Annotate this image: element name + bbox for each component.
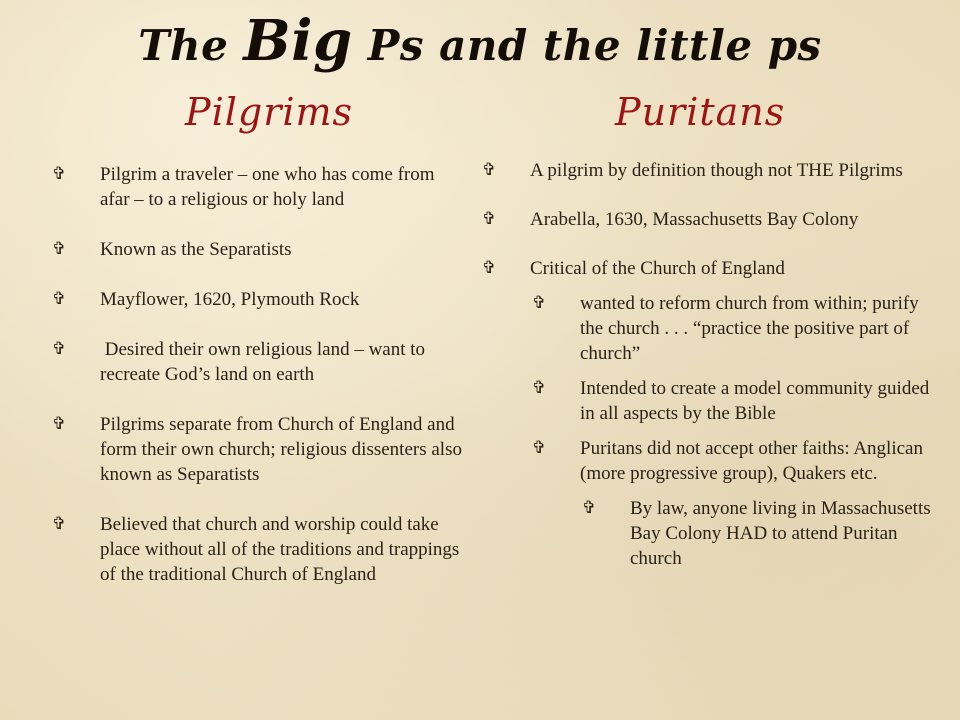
list-item-text: Believed that church and worship could take place without all of the traditions and trappings of the traditional Church of England bbox=[100, 514, 460, 585]
cross-bullet-icon: ✞ bbox=[51, 339, 67, 359]
list-item bbox=[50, 237, 465, 262]
list-item bbox=[50, 287, 465, 312]
cross-bullet-icon: ✞ bbox=[481, 160, 497, 180]
sub-list-item bbox=[530, 436, 945, 571]
list-item bbox=[50, 412, 465, 487]
cross-bullet-icon: ✞ bbox=[531, 438, 547, 458]
cross-bullet-icon: ✞ bbox=[51, 289, 67, 309]
title-prefix: The bbox=[138, 21, 244, 70]
list-item-text: Pilgrim a traveler – one who has come from afar – to a religious or holy land bbox=[100, 164, 435, 210]
list-item bbox=[50, 337, 465, 387]
list-item-text: Critical of the Church of England bbox=[530, 258, 785, 279]
cross-bullet-icon: ✞ bbox=[531, 293, 547, 313]
list-item-text: Known as the Separatists bbox=[100, 239, 292, 260]
cross-bullet-icon: ✞ bbox=[51, 514, 67, 534]
cross-bullet-icon: ✞ bbox=[581, 498, 597, 518]
sub-sub-list-item-text: By law, anyone living in Massachusetts Bay Colony HAD to attend Puritan church bbox=[630, 498, 931, 569]
pilgrims-heading: Pilgrims bbox=[185, 90, 354, 134]
puritans-heading: Puritans bbox=[615, 90, 786, 134]
title-big-word: Big bbox=[243, 8, 353, 74]
cross-bullet-icon: ✞ bbox=[51, 164, 67, 184]
sub-list-item-text: Intended to create a model community guided in all aspects by the Bible bbox=[580, 378, 930, 424]
pilgrims-list bbox=[50, 162, 465, 612]
list-item bbox=[480, 207, 945, 232]
list-item bbox=[480, 256, 945, 571]
list-item-text: Pilgrims separate from Church of England and form their own church; religious dissenters also known as Separatists bbox=[100, 414, 462, 485]
cross-bullet-icon: ✞ bbox=[481, 258, 497, 278]
cross-bullet-icon: ✞ bbox=[481, 209, 497, 229]
sub-list-item bbox=[530, 291, 945, 366]
sub-list-item bbox=[530, 376, 945, 426]
list-item-text: Mayflower, 1620, Plymouth Rock bbox=[100, 289, 360, 310]
slide-title bbox=[0, 8, 960, 74]
list-item-text: A pilgrim by definition though not THE Pilgrims bbox=[530, 160, 903, 181]
puritans-list bbox=[480, 158, 945, 581]
cross-bullet-icon: ✞ bbox=[531, 378, 547, 398]
sub-sub-list bbox=[580, 496, 945, 571]
title-suffix: Ps and the little ps bbox=[352, 21, 822, 70]
sub-list-item-text: wanted to reform church from within; purify the church . . . “practice the positive part of church” bbox=[580, 293, 919, 364]
list-item bbox=[480, 158, 945, 183]
list-item bbox=[50, 512, 465, 587]
sub-list bbox=[530, 291, 945, 571]
cross-bullet-icon: ✞ bbox=[51, 239, 67, 259]
list-item bbox=[50, 162, 465, 212]
list-item-text: Desired their own religious land – want to recreate God’s land on earth bbox=[100, 339, 430, 385]
list-item-text: Arabella, 1630, Massachusetts Bay Colony bbox=[530, 209, 859, 230]
cross-bullet-icon: ✞ bbox=[51, 414, 67, 434]
sub-sub-list-item bbox=[580, 496, 945, 571]
sub-list-item-text: Puritans did not accept other faiths: Anglican (more progressive group), Quakers etc. bbox=[580, 438, 923, 484]
